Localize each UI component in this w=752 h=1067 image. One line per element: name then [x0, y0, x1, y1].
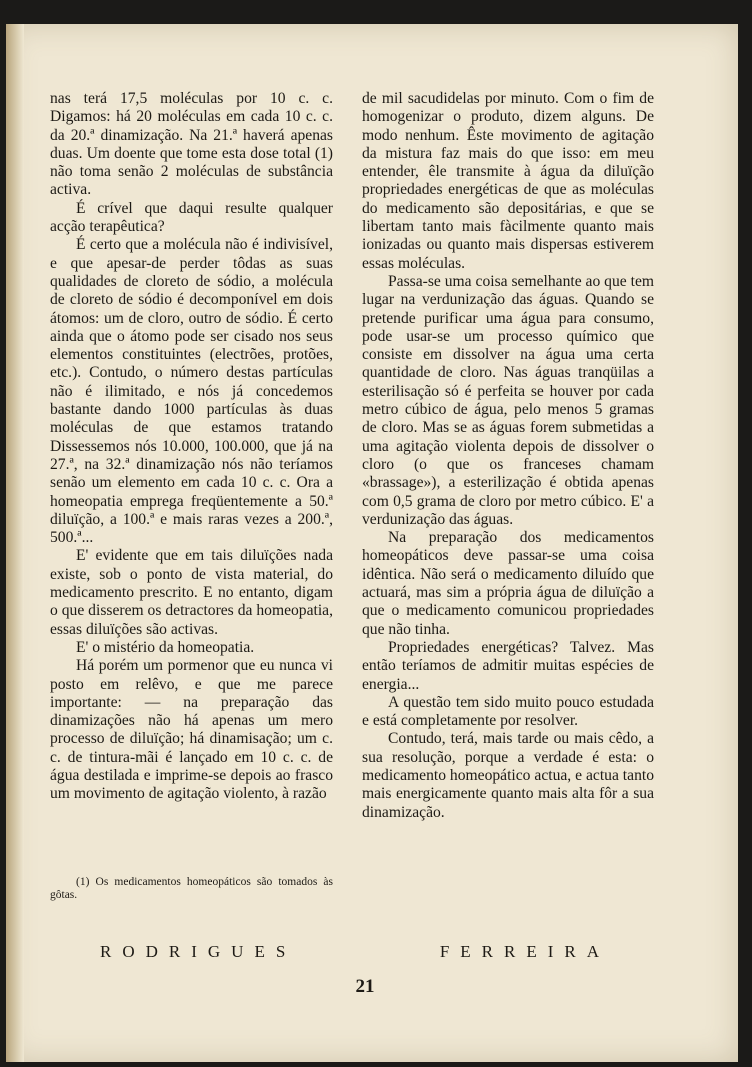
- paragraph: É certo que a molécula não é indivisível, e que apesar-de perder tôdas as suas qualidades de cloreto de sódio, a molécula de cloreto de sódio é decomponível em dois átomos: um de cloro, outro de sódio. É certo ainda que o átomo pode ser cisado nos seus elementos constituintes (electrões, protões, etc.). Contudo, o número destas partículas não é ilimitado, e nós já concedemos bastante dando 1000 partículas às duas moléculas de que estamos tratando Dissessemos nós 10.000, 100.000, que já na 27.ª, na 32.ª dinamização nós não teríamos senão um elemento em cada 10 c. c. Ora a homeopatia emprega freqüentemente a 50.ª diluïção, a 100.ª e mais raras vezes a 200.ª, 500.ª...: [50, 236, 333, 547]
- paragraph: E' o mistério da homeopatia.: [76, 638, 255, 656]
- paragraph: Contudo, terá, mais tarde ou mais cêdo, a sua resolução, porque a verdade é esta: o medicamento homeopático actua, e actua tanto mais energicamente quanto mais alta fôr a sua dinamização.: [362, 730, 654, 821]
- right-column: [362, 90, 654, 822]
- page-spine-shadow: [6, 24, 24, 1062]
- paragraph: A questão tem sido muito pouco estudada e está completamente por resolver.: [362, 693, 654, 730]
- footnote: (1) Os medicamentos homeopáticos são tomados às gôtas.: [50, 876, 333, 901]
- paragraph: É crível que daqui resulte qualquer acção terapêutica?: [50, 199, 333, 236]
- page-number: 21: [355, 976, 375, 997]
- paragraph: Propriedades energéticas? Talvez. Mas então teríamos de admitir muitas espécies de energia...: [362, 638, 654, 693]
- author-last-name: FERREIRA: [439, 942, 610, 961]
- author-first-name: RODRIGUES: [100, 942, 297, 961]
- paragraph: Há porém um pormenor que eu nunca vi posto em relêvo, e que me parece importante: — na preparação das dinamizações não há apenas um mero processo de diluïção; há dinamisação; um c. c. de tintura-mãi é lançado em 10 c. c. de água destilada e imprime-se depois ao frasco um movimento de agitação violento, à razão: [50, 657, 333, 803]
- paragraph: nas terá 17,5 moléculas por 10 c. c. Digamos: há 20 moléculas em cada 10 c. c. da 20.ª dinamização. Na 21.ª haverá apenas duas. Um doente que tome esta dose total (1) não toma senão 2 moléculas de substância activa.: [50, 90, 333, 199]
- book-page: [6, 24, 738, 1062]
- paragraph: de mil sacudidelas por minuto. Com o fim de homogenizar o produto, dizem alguns. De modo nenhum. Êste movimento de agitação da mistura faz mais do que isso: em meu entender, êle transmite à água da diluïção propriedades energéticas de que as moléculas do medicamento são depositárias, e que se libertam tanto mais fàcilmente quanto mais ionizadas ou quanto mais dispersas estiverem essas moléculas.: [362, 90, 654, 272]
- left-column: [50, 90, 333, 804]
- paragraph: Passa-se uma coisa semelhante ao que tem lugar na verdunização das águas. Quando se pretende purificar uma água para consumo, pode usar-se um processo químico que consiste em dissolver na água uma certa quantidade de cloro. Nas águas tranqüilas a esterilisação só é perfeita se houver por cada metro cúbico de água, pelo menos 5 gramas de cloro. Mas se as águas forem submetidas a uma agitação violenta depois de dissolver o cloro (o que os franceses chamam «brassage»), a esterilização é obtida apenas com 0,5 grama de cloro por metro cúbico. E' a verdunização das águas.: [362, 272, 654, 528]
- paragraph: E' evidente que em tais diluïções nada existe, sob o ponto de vista material, do medicamento prescrito. E no entanto, digam o que disserem os detractores da homeopatia, essas diluïções são activas.: [50, 547, 333, 638]
- running-footer: [100, 942, 610, 962]
- paragraph: Na preparação dos medicamentos homeopáticos deve passar-se uma coisa idêntica. Não será o medicamento diluído que actuará, mas sim a própria água de diluïção a que o medicamento comunicou propriedades que não tinha.: [362, 529, 654, 638]
